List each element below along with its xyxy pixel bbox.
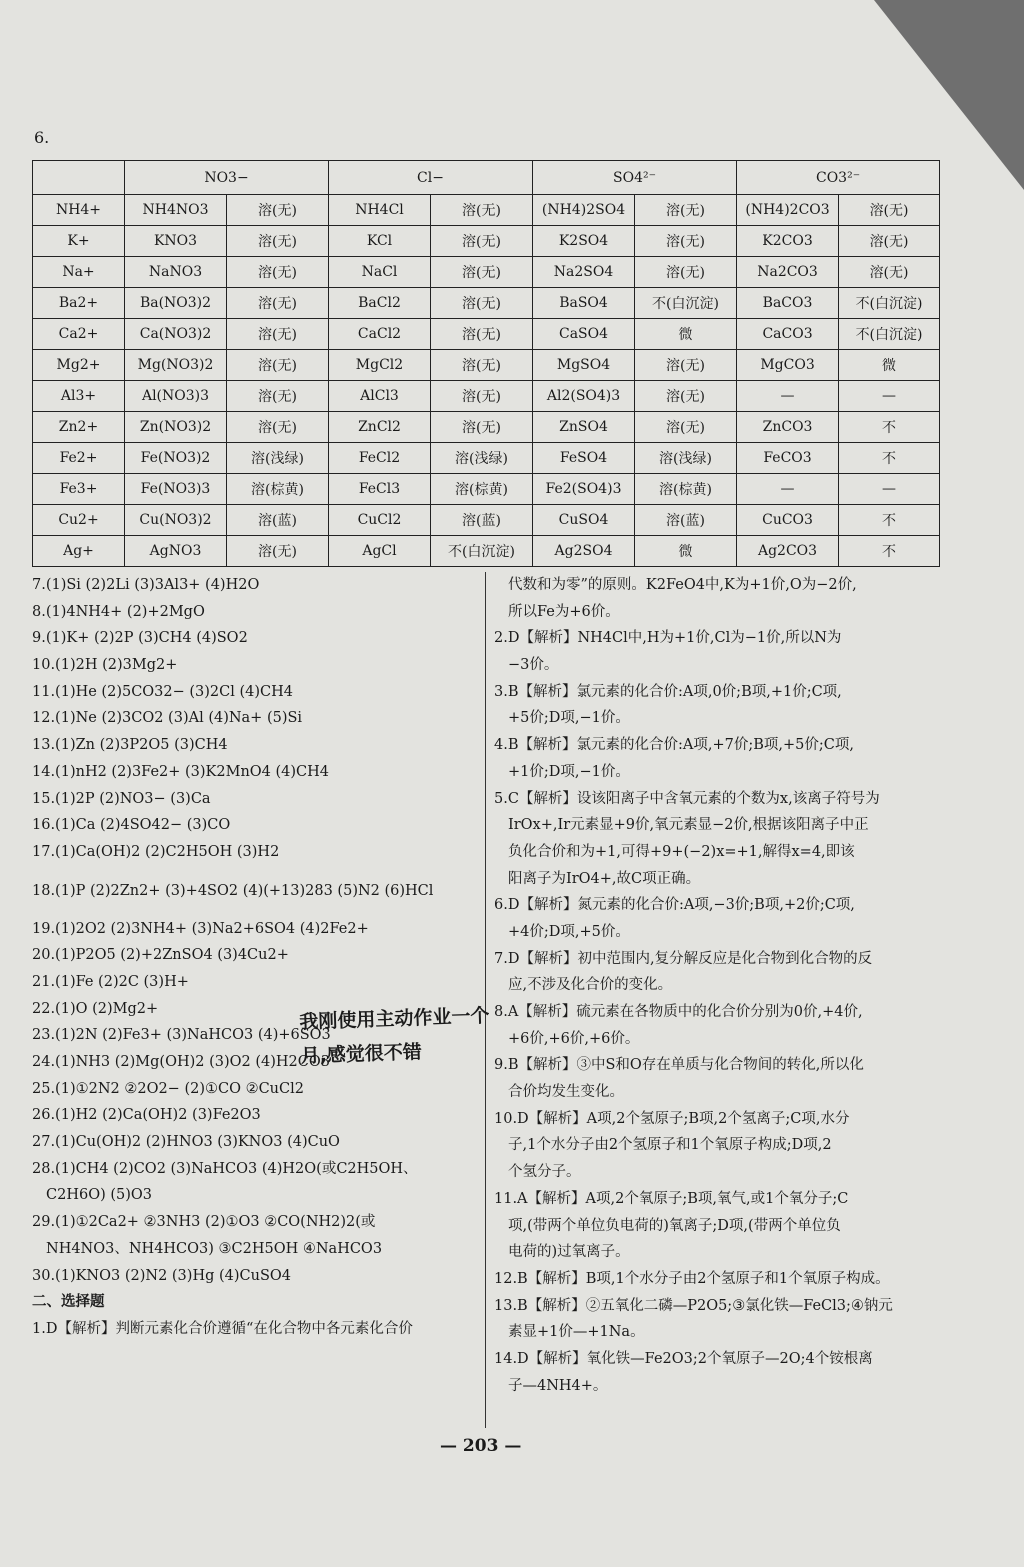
solubility-cell: —: [839, 381, 940, 412]
solubility-cell: 溶(无): [839, 195, 940, 226]
compound-cell: FeCO3: [737, 443, 839, 474]
compound-cell: FeCl2: [329, 443, 431, 474]
table-row: [33, 350, 940, 381]
solubility-cell: 溶(无): [227, 195, 329, 226]
answer-line: 13.B【解析】②五氧化二磷—P2O5;③氯化铁—FeCl3;④钠元: [494, 1297, 893, 1314]
cation-cell: Zn2+: [33, 412, 125, 443]
solubility-cell: 溶(无): [839, 226, 940, 257]
compound-cell: Cu(NO3)2: [125, 505, 227, 536]
cation-cell: Ag+: [33, 536, 125, 567]
answer-line: 20.(1)P2O5 (2)+2ZnSO4 (3)4Cu2+: [32, 947, 289, 964]
cation-cell: NH4+: [33, 195, 125, 226]
cation-cell: Ca2+: [33, 319, 125, 350]
answer-line: 28.(1)CH4 (2)CO2 (3)NaHCO3 (4)H2O(或C2H5OH、: [32, 1160, 418, 1177]
compound-cell: Fe2(SO4)3: [533, 474, 635, 505]
handwritten-note: 我刚使用主动作业一个月,感觉很不错: [299, 1004, 490, 1068]
solubility-cell: 溶(浅绿): [227, 443, 329, 474]
compound-cell: (NH4)2SO4: [533, 195, 635, 226]
anion-header: SO4²⁻: [533, 161, 737, 195]
solubility-cell: 不: [839, 412, 940, 443]
compound-cell: FeCl3: [329, 474, 431, 505]
answer-line: 18.(1)P (2)2Zn2+ (3)+4SO2 (4)(+13)283 (5)N2 (6)HCl: [32, 882, 434, 899]
solubility-cell: 溶(浅绿): [635, 443, 737, 474]
compound-cell: ZnCl2: [329, 412, 431, 443]
answer-line: 14.D【解析】氧化铁—Fe2O3;2个氧原子—2O;4个铵根离: [494, 1350, 873, 1367]
compound-cell: FeSO4: [533, 443, 635, 474]
compound-cell: BaCl2: [329, 288, 431, 319]
solubility-cell: 溶(无): [431, 257, 533, 288]
answer-line: 个氢分子。: [508, 1164, 581, 1181]
answer-line: 3.B【解析】氯元素的化合价:A项,0价;B项,+1价;C项,: [494, 683, 842, 700]
solubility-cell: 溶(棕黄): [431, 474, 533, 505]
compound-cell: NH4NO3: [125, 195, 227, 226]
compound-cell: Zn(NO3)2: [125, 412, 227, 443]
answer-line: 10.(1)2H (2)3Mg2+: [32, 657, 178, 674]
solubility-cell: 溶(无): [635, 257, 737, 288]
answers-left-column: [32, 572, 480, 1343]
answer-line: 21.(1)Fe (2)2C (3)H+: [32, 973, 189, 990]
solubility-cell: 溶(无): [431, 226, 533, 257]
table-row: [33, 536, 940, 567]
table-header-row: [33, 161, 940, 195]
answer-line: 8.A【解析】硫元素在各物质中的化合价分别为0价,+4价,: [494, 1004, 863, 1020]
compound-cell: CuSO4: [533, 505, 635, 536]
solubility-cell: 溶(无): [635, 195, 737, 226]
solubility-cell: 溶(棕黄): [635, 474, 737, 505]
answer-line: +6价,+6价,+6价。: [508, 1030, 640, 1047]
solubility-cell: 微: [635, 319, 737, 350]
compound-cell: AgCl: [329, 536, 431, 567]
compound-cell: Na2SO4: [533, 257, 635, 288]
solubility-cell: 溶(浅绿): [431, 443, 533, 474]
answer-line: 29.(1)①2Ca2+ ②3NH3 (2)①O3 ②CO(NH2)2(或: [32, 1214, 376, 1231]
question-number: 6.: [34, 128, 50, 147]
answer-line: 12.B【解析】B项,1个水分子由2个氢原子和1个氧原子构成。: [494, 1270, 890, 1287]
compound-cell: CuCl2: [329, 505, 431, 536]
compound-cell: MgSO4: [533, 350, 635, 381]
compound-cell: ZnSO4: [533, 412, 635, 443]
answer-line: 7.(1)Si (2)2Li (3)3Al3+ (4)H2O: [32, 577, 260, 593]
answer-line: 27.(1)Cu(OH)2 (2)HNO3 (3)KNO3 (4)CuO: [32, 1134, 340, 1151]
answer-line: 代数和为零”的原则。K2FeO4中,K为+1价,O为−2价,: [508, 577, 857, 593]
solubility-cell: 溶(无): [431, 350, 533, 381]
answer-line: 22.(1)O (2)Mg2+: [32, 1000, 159, 1017]
answer-line: 10.D【解析】A项,2个氢原子;B项,2个氢离子;C项,水分: [494, 1110, 850, 1127]
answer-line: 8.(1)4NH4+ (2)+2MgO: [32, 603, 205, 620]
solubility-cell: 溶(无): [431, 412, 533, 443]
compound-cell: BaCO3: [737, 288, 839, 319]
answers-right-column: [494, 572, 942, 1399]
answer-line: 素显+1价—+1Na。: [508, 1324, 645, 1341]
cation-cell: Fe3+: [33, 474, 125, 505]
anion-header: Cl−: [329, 161, 533, 195]
answer-line: 6.D【解析】氮元素的化合价:A项,−3价;B项,+2价;C项,: [494, 897, 855, 914]
compound-cell: NaCl: [329, 257, 431, 288]
solubility-cell: 溶(蓝): [635, 505, 737, 536]
compound-cell: ZnCO3: [737, 412, 839, 443]
table-row: [33, 443, 940, 474]
answer-line: 15.(1)2P (2)NO3− (3)Ca: [32, 790, 211, 807]
solubility-cell: 溶(无): [227, 350, 329, 381]
answer-line: 5.C【解析】设该阳离子中含氧元素的个数为x,该离子符号为: [494, 790, 880, 807]
solubility-cell: 不: [839, 505, 940, 536]
compound-cell: K2CO3: [737, 226, 839, 257]
cation-cell: Na+: [33, 257, 125, 288]
compound-cell: —: [737, 474, 839, 505]
solubility-cell: 溶(无): [635, 412, 737, 443]
compound-cell: Ba(NO3)2: [125, 288, 227, 319]
answer-line: C2H6O) (5)O3: [46, 1187, 152, 1204]
compound-cell: Fe(NO3)2: [125, 443, 227, 474]
compound-cell: CuCO3: [737, 505, 839, 536]
compound-cell: Fe(NO3)3: [125, 474, 227, 505]
answer-line: 23.(1)2N (2)Fe3+ (3)NaHCO3 (4)+6SO3: [32, 1027, 331, 1044]
compound-cell: Ag2SO4: [533, 536, 635, 567]
compound-cell: MgCl2: [329, 350, 431, 381]
solubility-cell: 不: [839, 536, 940, 567]
answer-line: NH4NO3、NH4HCO3) ③C2H5OH ④NaHCO3: [46, 1240, 383, 1257]
cation-cell: Al3+: [33, 381, 125, 412]
compound-cell: Ca(NO3)2: [125, 319, 227, 350]
answer-line: 11.A【解析】A项,2个氧原子;B项,氧气,或1个氧分子;C: [494, 1190, 849, 1207]
solubility-cell: 溶(无): [227, 288, 329, 319]
cation-cell: K+: [33, 226, 125, 257]
compound-cell: Al2(SO4)3: [533, 381, 635, 412]
compound-cell: BaSO4: [533, 288, 635, 319]
table-row: [33, 319, 940, 350]
solubility-cell: 溶(无): [431, 319, 533, 350]
solubility-cell: 溶(无): [431, 381, 533, 412]
solubility-cell: 溶(无): [635, 381, 737, 412]
cation-cell: Fe2+: [33, 443, 125, 474]
answer-line: 13.(1)Zn (2)3P2O5 (3)CH4: [32, 737, 228, 754]
answer-line: 24.(1)NH3 (2)Mg(OH)2 (3)O2 (4)H2CO3: [32, 1054, 330, 1070]
answer-line: 合价均发生变化。: [508, 1084, 624, 1101]
answer-line: 1.D【解析】判断元素化合价遵循“在化合物中各元素化合价: [32, 1320, 413, 1337]
solubility-cell: 溶(无): [227, 257, 329, 288]
answer-line: 9.B【解析】③中S和O存在单质与化合物间的转化,所以化: [494, 1057, 864, 1074]
table-body: [33, 195, 940, 567]
solubility-cell: 溶(无): [431, 195, 533, 226]
table-row: [33, 257, 940, 288]
answer-line: 负化合价和为+1,可得+9+(−2)x=+1,解得x=4,即该: [508, 843, 855, 860]
anion-header: NO3−: [125, 161, 329, 195]
answer-line: 项,(带两个单位负电荷的)氧离子;D项,(带两个单位负: [508, 1217, 841, 1234]
solubility-cell: 不(白沉淀): [635, 288, 737, 319]
cation-cell: Ba2+: [33, 288, 125, 319]
compound-cell: Na2CO3: [737, 257, 839, 288]
solubility-cell: 溶(无): [227, 412, 329, 443]
solubility-cell: 溶(无): [227, 226, 329, 257]
solubility-cell: 溶(蓝): [431, 505, 533, 536]
page-number: — 203 —: [440, 1436, 522, 1456]
table-row: [33, 226, 940, 257]
compound-cell: KNO3: [125, 226, 227, 257]
answer-line: 19.(1)2O2 (2)3NH4+ (3)Na2+6SO4 (4)2Fe2+: [32, 920, 369, 937]
answer-line: 11.(1)He (2)5CO32− (3)2Cl (4)CH4: [32, 683, 293, 700]
compound-cell: KCl: [329, 226, 431, 257]
corner-cell: [33, 161, 125, 195]
solubility-cell: —: [839, 474, 940, 505]
table-row: [33, 288, 940, 319]
answer-line: 电荷的)过氧离子。: [508, 1244, 630, 1261]
answer-line: 所以Fe为+6价。: [508, 603, 620, 620]
solubility-cell: 溶(无): [635, 350, 737, 381]
answer-line: 16.(1)Ca (2)4SO42− (3)CO: [32, 817, 231, 834]
solubility-cell: 微: [839, 350, 940, 381]
answer-line: 12.(1)Ne (2)3CO2 (3)Al (4)Na+ (5)Si: [32, 710, 303, 727]
compound-cell: CaCO3: [737, 319, 839, 350]
answer-line: 子,1个水分子由2个氢原子和1个氧原子构成;D项,2: [508, 1137, 832, 1154]
answer-line: 二、选择题: [32, 1294, 105, 1311]
answer-line: 26.(1)H2 (2)Ca(OH)2 (3)Fe2O3: [32, 1107, 261, 1124]
cation-cell: Mg2+: [33, 350, 125, 381]
compound-cell: AgNO3: [125, 536, 227, 567]
anion-header: CO3²⁻: [737, 161, 940, 195]
answer-line: −3价。: [508, 657, 559, 674]
compound-cell: MgCO3: [737, 350, 839, 381]
table-row: [33, 505, 940, 536]
solubility-cell: 溶(无): [227, 536, 329, 567]
compound-cell: NH4Cl: [329, 195, 431, 226]
solubility-table: [32, 160, 940, 567]
cation-cell: Cu2+: [33, 505, 125, 536]
solubility-cell: 溶(无): [227, 319, 329, 350]
compound-cell: CaSO4: [533, 319, 635, 350]
answer-line: 17.(1)Ca(OH)2 (2)C2H5OH (3)H2: [32, 843, 280, 860]
answer-line: 25.(1)①2N2 ②2O2− (2)①CO ②CuCl2: [32, 1080, 304, 1097]
compound-cell: —: [737, 381, 839, 412]
solubility-cell: 溶(无): [431, 288, 533, 319]
solubility-cell: 不: [839, 443, 940, 474]
answer-line: 14.(1)nH2 (2)3Fe2+ (3)K2MnO4 (4)CH4: [32, 763, 330, 780]
solubility-cell: 溶(棕黄): [227, 474, 329, 505]
answer-line: +1价;D项,−1价。: [508, 763, 630, 780]
solubility-cell: 溶(无): [839, 257, 940, 288]
table-row: [33, 381, 940, 412]
answer-line: 4.B【解析】氯元素的化合价:A项,+7价;B项,+5价;C项,: [494, 737, 854, 754]
answer-line: 阳离子为IrO4+,故C项正确。: [508, 870, 701, 887]
table-row: [33, 474, 940, 505]
answer-line: +5价;D项,−1价。: [508, 710, 630, 727]
solubility-cell: 溶(无): [635, 226, 737, 257]
table-row: [33, 195, 940, 226]
solubility-cell: 溶(无): [227, 381, 329, 412]
compound-cell: K2SO4: [533, 226, 635, 257]
answer-line: +4价;D项,+5价。: [508, 923, 630, 940]
compound-cell: Mg(NO3)2: [125, 350, 227, 381]
solubility-cell: 微: [635, 536, 737, 567]
answer-line: 子—4NH4+。: [508, 1377, 608, 1394]
compound-cell: Al(NO3)3: [125, 381, 227, 412]
answer-line: 7.D【解析】初中范围内,复分解反应是化合物到化合物的反: [494, 950, 873, 967]
table-row: [33, 412, 940, 443]
compound-cell: Ag2CO3: [737, 536, 839, 567]
solubility-cell: 不(白沉淀): [839, 288, 940, 319]
compound-cell: NaNO3: [125, 257, 227, 288]
answer-line: IrOx+,Ir元素显+9价,氧元素显−2价,根据该阳离子中正: [508, 817, 869, 834]
answer-line: 30.(1)KNO3 (2)N2 (3)Hg (4)CuSO4: [32, 1267, 291, 1284]
compound-cell: (NH4)2CO3: [737, 195, 839, 226]
answer-line: 2.D【解析】NH4Cl中,H为+1价,Cl为−1价,所以N为: [494, 630, 842, 647]
solubility-cell: 溶(蓝): [227, 505, 329, 536]
compound-cell: CaCl2: [329, 319, 431, 350]
solubility-cell: 不(白沉淀): [431, 536, 533, 567]
answer-line: 应,不涉及化合价的变化。: [508, 977, 673, 994]
answer-line: 9.(1)K+ (2)2P (3)CH4 (4)SO2: [32, 630, 248, 647]
solubility-cell: 不(白沉淀): [839, 319, 940, 350]
compound-cell: AlCl3: [329, 381, 431, 412]
